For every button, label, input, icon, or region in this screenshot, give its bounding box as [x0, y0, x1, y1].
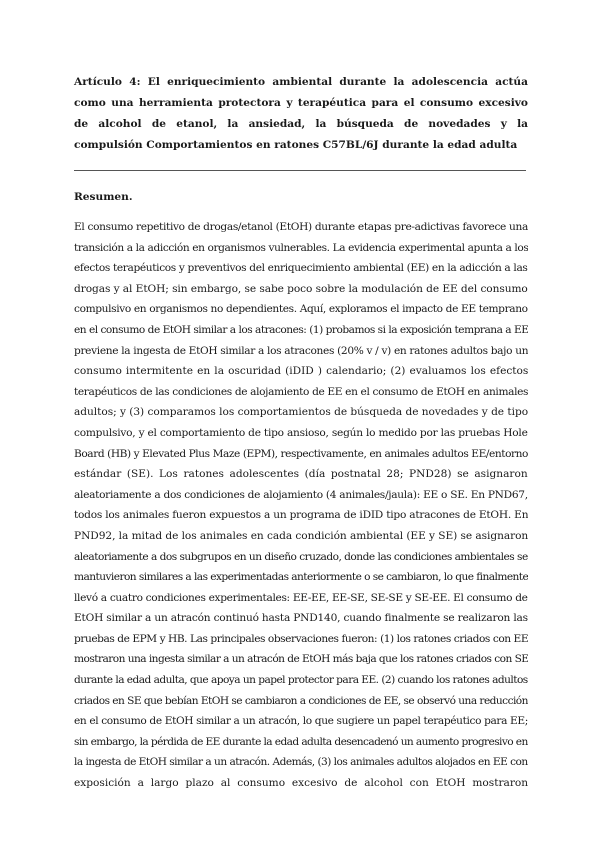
abstract-line: llevó a cuatro condiciones experimentales: EE-EE, EE-SE, SE-SE y SE-EE. El consumo de: [74, 591, 528, 604]
abstract-line: criados en SE que bebían EtOH se cambiaron a condiciones de EE, se observó una reducción: [74, 694, 528, 707]
abstract-line: mantuvieron similares a las experimentadas anteriormente o se cambiaron, lo que finalmente: [74, 571, 528, 584]
abstract-line: previene la ingesta de EtOH similar a los atracones (20% v / v) en ratones adultos bajo un: [74, 344, 528, 357]
article-title: Artículo 4: El enriquecimiento ambiental durante la adolescencia actúa como una herramienta protectora y terapéutica para el consumo excesivo de alcohol de etanol, la ansiedad, la búsqueda de novedades y la compulsión Comportamientos en ratones C57BL/6J durante la edad adulta: [74, 76, 528, 151]
abstract-line: pruebas de EPM y HB. Las principales observaciones fueron: (1) los ratones criados con EE: [74, 632, 528, 645]
abstract-line: en el consumo de EtOH similar a los atracones: (1) probamos si la exposición temprana a EE: [74, 323, 528, 336]
abstract-line: compulsivo, y el comportamiento de tipo ansioso, según lo medido por las pruebas Hole: [74, 426, 528, 439]
abstract-line: aleatoriamente a dos condiciones de alojamiento (4 animales/jaula): EE o SE. En PND67,: [74, 488, 528, 501]
abstract-line: mostraron una ingesta similar a un atracón de EtOH más baja que los ratones criados con SE: [74, 653, 528, 666]
abstract-line: aleatoriamente a dos subgrupos en un diseño cruzado, donde las condiciones ambientales se: [74, 550, 528, 563]
abstract-line: El consumo repetitivo de drogas/etanol (EtOH) durante etapas pre-adictivas favorece una: [74, 221, 528, 233]
abstract-line: estándar (SE). Los ratones adolescentes (día postnatal 28; PND28) se asignaron: [74, 468, 528, 481]
abstract-line: durante la edad adulta, que apoya un papel protector para EE. (2) cuando los ratones adultos: [74, 674, 528, 687]
abstract-line: adultos; y (3) comparamos los comportamientos de búsqueda de novedades y de tipo: [74, 406, 528, 419]
abstract-line: PND92, la mitad de los animales en cada condición ambiental (EE y SE) se asignaron: [74, 529, 528, 542]
abstract-line: exposición a largo plazo al consumo excesivo de alcohol con EtOH mostraron: [74, 777, 528, 790]
abstract-body: [74, 217, 528, 794]
abstract-line: sin embargo, la pérdida de EE durante la edad adulta desencadenó un aumento progresivo en: [74, 735, 528, 748]
title-divider: [74, 170, 526, 171]
abstract-line: transición a la adicción en organismos vulnerables. La evidencia experimental apunta a los: [74, 241, 528, 254]
abstract-line: terapéuticos de las condiciones de alojamiento de EE en el consumo de EtOH en animales: [74, 385, 528, 398]
abstract-line: todos los animales fueron expuestos a un programa de iDID tipo atracones de EtOH. En: [74, 509, 528, 522]
abstract-line: drogas y al EtOH; sin embargo, se sabe poco sobre la modulación de EE del consumo: [74, 282, 528, 295]
abstract-line: consumo intermitente en la oscuridad (iDID ) calendario; (2) evaluamos los efectos: [74, 365, 528, 378]
abstract-line: compulsivo en organismos no dependientes. Aquí, exploramos el impacto de EE temprano: [74, 303, 528, 316]
abstract-line: EtOH similar a un atracón continuó hasta PND140, cuando finalmente se realizaron las: [74, 612, 528, 625]
abstract-line: efectos terapéuticos y preventivos del enriquecimiento ambiental (EE) en la adicción a las: [74, 262, 528, 275]
abstract-line: Board (HB) y Elevated Plus Maze (EPM), respectivamente, en animales adultos EE/entorno: [74, 447, 528, 460]
abstract-heading: Resumen.: [74, 191, 133, 203]
abstract-line: en el consumo de EtOH similar a un atracón, lo que sugiere un papel terapéutico para EE;: [74, 715, 528, 728]
abstract-line: la ingesta de EtOH similar a un atracón. Además, (3) los animales adultos alojados en EE con: [74, 756, 528, 769]
